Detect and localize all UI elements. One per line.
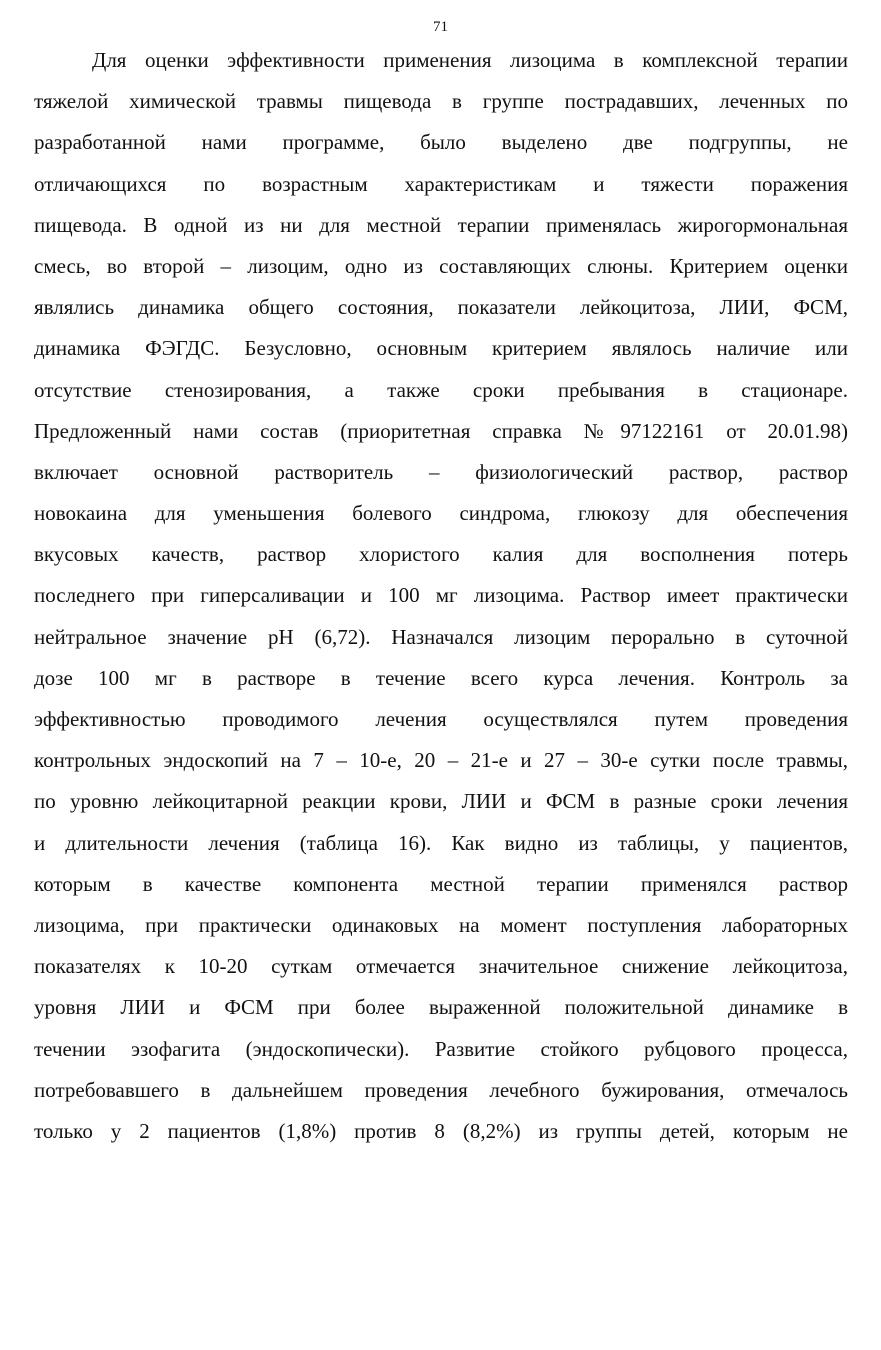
paragraph-line: по уровню лейкоцитарной реакции крови, ЛИИ и ФСМ в разные сроки лечения bbox=[34, 789, 848, 814]
paragraph-line: разработанной нами программе, было выделено две подгруппы, не bbox=[34, 130, 848, 155]
paragraph-line: последнего при гиперсаливации и 100 мг лизоцима. Раствор имеет практически bbox=[34, 583, 848, 608]
paragraph-line: лизоцима, при практически одинаковых на момент поступления лабораторных bbox=[34, 912, 848, 937]
paragraph-line: уровня ЛИИ и ФСМ при более выраженной положительной динамике в bbox=[34, 995, 848, 1020]
paragraph-line: Для оценки эффективности применения лизоцима в комплексной терапии bbox=[92, 48, 848, 72]
paragraph-line: Предложенный нами состав (приоритетная справка №97122161 от 20.01.98) bbox=[34, 418, 848, 443]
paragraph-line: отсутствие стенозирования, а также сроки пребывания в стационаре. bbox=[34, 377, 848, 402]
paragraph-line: потребовавшего в дальнейшем проведения лечебного бужирования, отмечалось bbox=[34, 1077, 848, 1102]
page-number: 71 bbox=[433, 19, 448, 35]
paragraph-line: контрольных эндоскопий на 7 – 10-е, 20 – 21-е и 27 – 30-е сутки после травмы, bbox=[34, 748, 848, 773]
paragraph-line: дозе 100 мг в растворе в течение всего курса лечения. Контроль за bbox=[34, 665, 848, 690]
paragraph-line: и длительности лечения (таблица 16). Как видно из таблицы, у пациентов, bbox=[34, 830, 848, 855]
paragraph-line: нейтральное значение pH (6,72). Назначался лизоцим перорально в суточной bbox=[34, 624, 848, 649]
paragraph-line: эффективностью проводимого лечения осуществлялся путем проведения bbox=[34, 707, 848, 731]
paragraph-line: являлись динамика общего состояния, показатели лейкоцитоза, ЛИИ, ФСМ, bbox=[34, 295, 848, 320]
paragraph-line: новокаина для уменьшения болевого синдрома, глюкозу для обеспечения bbox=[34, 501, 848, 526]
paragraph-line: тяжелой химической травмы пищевода в группе пострадавших, леченных по bbox=[34, 89, 848, 114]
paragraph-line: показателях к 10-20 суткам отмечается значительное снижение лейкоцитоза, bbox=[34, 954, 848, 979]
paragraph-line: которым в качестве компонента местной терапии применялся раствор bbox=[34, 871, 848, 896]
paragraph-line: отличающихся по возрастным характеристикам и тяжести поражения bbox=[34, 171, 848, 196]
paragraph-line: пищевода. В одной из ни для местной терапии применялась жирогормональная bbox=[34, 212, 848, 237]
paragraph-line: смесь, во второй – лизоцим, одно из составляющих слюны. Критерием оценки bbox=[34, 253, 848, 278]
paragraph-line: только у 2 пациентов (1,8%) против 8 (8,2%) из группы детей, которым не bbox=[34, 1118, 848, 1143]
paragraph-line: включает основной растворитель – физиологический раствор, раствор bbox=[34, 459, 848, 484]
paragraph-line: течении эзофагита (эндоскопически). Развитие стойкого рубцового процесса, bbox=[34, 1036, 848, 1061]
body-paragraph bbox=[34, 40, 848, 1152]
paragraph-line: динамика ФЭГДС. Безусловно, основным критерием являлось наличие или bbox=[34, 336, 848, 361]
paragraph-line: вкусовых качеств, раствор хлористого калия для восполнения потерь bbox=[34, 542, 848, 567]
